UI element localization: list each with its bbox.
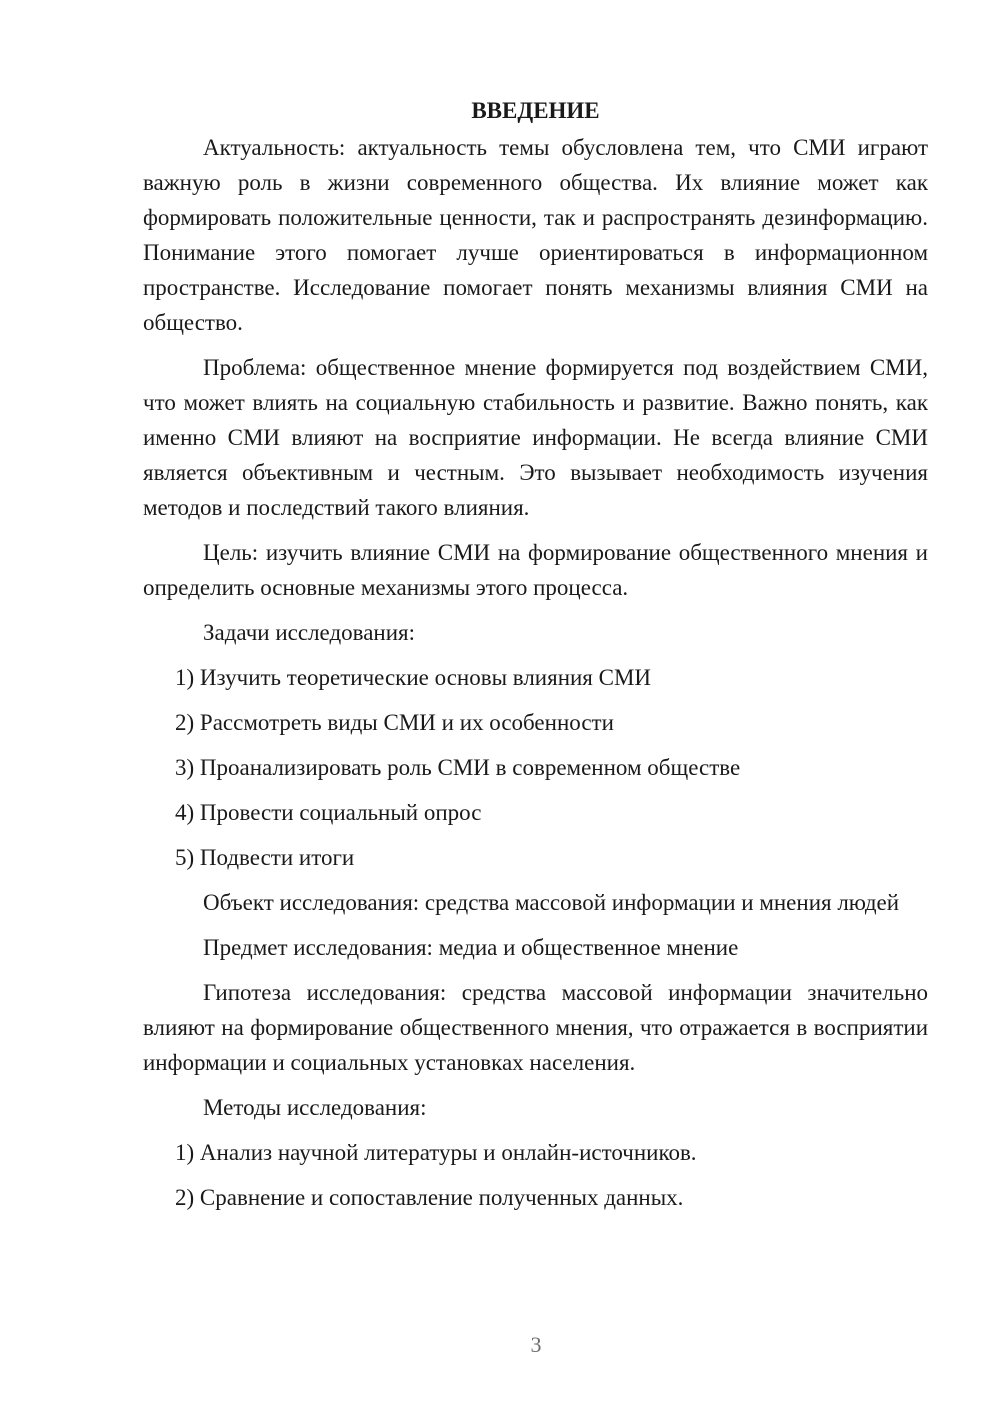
- hypothesis-paragraph: Гипотеза исследования: средства массовой информации значительно влияют на формирование общественного мнения, что отражается в восприятии информации и социальных установках населения.: [143, 980, 928, 1075]
- methods-heading: Методы исследования:: [203, 1095, 427, 1120]
- task-item: 4) Провести социальный опрос: [175, 800, 482, 825]
- page-number: 3: [530, 1332, 542, 1357]
- tasks-list: [143, 660, 928, 875]
- tasks-heading: Задачи исследования:: [203, 620, 416, 645]
- methods-list: [143, 1135, 928, 1215]
- method-item: 2) Сравнение и сопоставление полученных данных.: [175, 1185, 684, 1210]
- relevance-paragraph: Актуальность: актуальность темы обусловлена тем, что СМИ играют важную роль в жизни современного общества. Их влияние может как формировать положительные ценности, так и распространять дезинформацию. Понимание этого помогает лучше ориентироваться в информационном пространстве. Исследование помогает понять механизмы влияния СМИ на общество.: [143, 135, 928, 335]
- document-body: [143, 93, 928, 1225]
- task-item: 3) Проанализировать роль СМИ в современном обществе: [175, 755, 741, 780]
- task-item: 1) Изучить теоретические основы влияния СМИ: [175, 665, 652, 690]
- problem-paragraph: Проблема: общественное мнение формируется под воздействием СМИ, что может влиять на социальную стабильность и развитие. Важно понять, как именно СМИ влияют на восприятие информации. Не всегда влияние СМИ является объективным и честным. Это вызывает необходимость изучения методов и последствий такого влияния.: [143, 355, 928, 520]
- task-item: 2) Рассмотреть виды СМИ и их особенности: [175, 710, 614, 735]
- object-paragraph: Объект исследования: средства массовой информации и мнения людей: [203, 890, 900, 915]
- task-item: 5) Подвести итоги: [175, 845, 355, 870]
- subject-paragraph: Предмет исследования: медиа и общественное мнение: [203, 935, 739, 960]
- method-item: 1) Анализ научной литературы и онлайн-источников.: [175, 1140, 697, 1165]
- document-title: ВВЕДЕНИЕ: [471, 98, 600, 123]
- goal-paragraph: Цель: изучить влияние СМИ на формирование общественного мнения и определить основные механизмы этого процесса.: [143, 540, 928, 600]
